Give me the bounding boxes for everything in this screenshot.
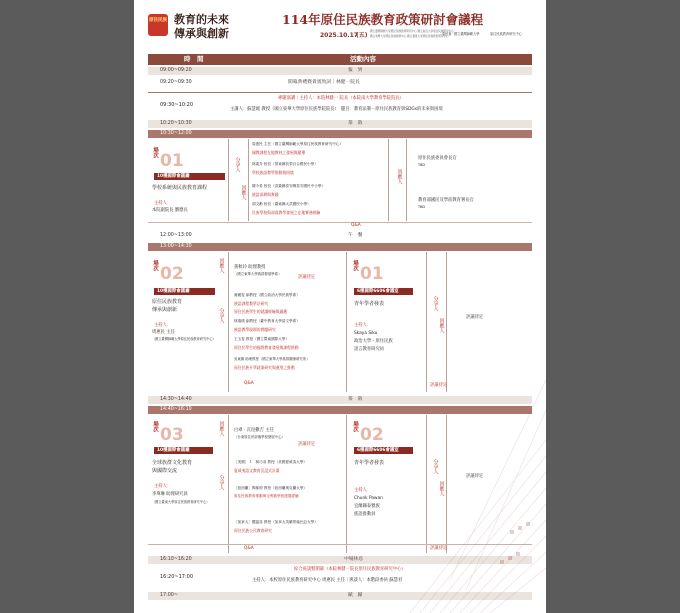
row-content: 開幕典禮暨貴賓致詞｜林健一院長	[288, 80, 360, 85]
session1-room-tag: 10樓國際會議廳	[154, 173, 225, 180]
session1-label: 場次	[152, 147, 159, 158]
logo-badge	[148, 14, 168, 36]
session3-host-org: （國立臺東大學原住民族教育研究中心）	[152, 500, 210, 504]
session2-host: 周惠民 主任	[152, 330, 175, 335]
session2-host-label: 主持人：	[154, 323, 172, 328]
session1-speaker-topic: 民族學校與部落教學發展之在地實務經驗	[252, 210, 321, 215]
session2-speaker-topic: 族語教學現場的問題研究	[234, 327, 276, 332]
session1-number: 01	[160, 151, 184, 171]
row-time: 16:10~16:20	[160, 556, 192, 562]
time-column-header: 時 間	[184, 55, 204, 63]
row-content: 賦 歸	[348, 592, 363, 598]
session1-discussant-org: TBD	[418, 163, 426, 167]
youth1-host-line: Skaya Siku	[354, 331, 378, 336]
woven-pattern-decoration	[410, 300, 546, 613]
session2-speaker-name: 王玉雯 教授（國立暨南國際大學）	[234, 337, 290, 341]
row-time: 14:40~16:10	[160, 406, 192, 412]
session1-speakers-label: 分享人	[234, 157, 241, 172]
youth1-theme: 青年學者發表	[354, 301, 385, 307]
session1-discussant: 教育部國民及學前教育署長官	[418, 198, 474, 203]
session3-theme-line1: 全球族群文化教育	[152, 460, 193, 466]
row-content: 午 餐	[348, 233, 363, 238]
row-content: 茶 敘	[348, 120, 363, 126]
youth2-host-line: Chunk Pawan	[354, 496, 383, 501]
row-time: 10:30~12:00	[160, 130, 192, 136]
page-title: 114年原住民族教育政策研討會議程	[282, 12, 484, 27]
youth2-room-tag: 6樓國際6606會議室	[354, 447, 413, 454]
session3-speaker-name: ［美國］Ｉ 林巧羽 教授（美國夏威夷大學）	[234, 460, 308, 464]
session3-speakers-label: 分享人	[218, 475, 225, 490]
youth2-discussant: 評議待定	[466, 474, 484, 479]
youth2-label: 場次	[352, 421, 359, 432]
organizer-line1: 國立臺灣師範大學原住民族教育研究中心 國立政治大學原住民族研究中心	[370, 30, 454, 33]
youth2-note: 評議待定	[430, 546, 448, 551]
event-date: 2025.10.17	[320, 32, 358, 39]
youth1-host-label: 主持人：	[354, 323, 372, 328]
youth2-speakers-label: 分享人	[432, 459, 439, 474]
row-time: 14:30~14:40	[160, 396, 192, 402]
row-time: 16:20~17:00	[160, 574, 194, 580]
content-column-header: 活動內容	[350, 55, 376, 63]
session3-discussant-label-top: 回應人	[218, 421, 225, 436]
youth1-number: 01	[360, 264, 384, 284]
schedule-row	[148, 120, 532, 128]
youth1-discussant-label: 回應人	[438, 318, 445, 333]
youth1-label: 場次	[352, 260, 359, 271]
partner-logo-2: 國立臺灣師範大學	[454, 32, 480, 36]
session1-speaker-name: 林素芳 校長（屏東縣長榮百合國民小學）	[252, 162, 318, 166]
session1-discussant-org: TBD	[418, 205, 426, 209]
youth1-room-tag: 6樓國際6606會議室	[354, 288, 413, 295]
session2-speaker-topic: 原住民學生的國際教育發展與課程推動	[234, 345, 299, 350]
session1-theme: 學校系統與民族教育課程	[152, 185, 208, 191]
slogan-line1: 教育的未來	[174, 13, 229, 26]
row-time: 13:00~14:30	[160, 243, 192, 249]
session1-qa: Q&A	[351, 223, 361, 228]
session3-theme-line2: 與國際交流	[152, 468, 178, 474]
session3-qa: Q&A	[244, 546, 254, 551]
session3-label: 場次	[152, 421, 159, 432]
closing-host: 主持人：本校原住民族教育研究中心 周惠民 主任｜與談人：本階段委員 蘇慧君	[252, 578, 403, 583]
session2-speaker-name: 黃秋玲 助理教授	[234, 265, 266, 270]
partner-logo-3: 原住民族教育研究中心	[490, 32, 522, 36]
session1-speaker-topic: 學校族語教學推動與困境	[252, 170, 294, 175]
closing-session: 綜合座談暨閉幕（本院林健一院長原住民族教育研究中心）	[294, 567, 406, 572]
youth1-discussant: 評議待定	[466, 315, 484, 320]
session2-discussant-label-top: 回應人	[218, 258, 225, 273]
youth2-discussant-label: 回應人	[438, 481, 445, 496]
youth1-speakers-label: 分享人	[432, 296, 439, 311]
row-time: 10:20~10:30	[160, 120, 192, 126]
slogan-line2: 傳承與創新	[174, 27, 229, 40]
row-content: 中場休息	[344, 556, 364, 562]
session3-host-label: 主持人：	[154, 484, 172, 489]
session3-speaker-topic: 夏威夷語文教育沉浸式計畫	[234, 468, 280, 473]
session1-host-label: 主持人：	[154, 201, 172, 206]
session1-discussant-label: 回應人	[396, 169, 403, 184]
session2-qa: Q&A	[244, 381, 254, 386]
partner-logo-1: 原民會	[442, 32, 452, 36]
session3-speaker-topic: 原住民族公民教育研究	[234, 528, 272, 533]
youth1-note: 評議待定	[430, 383, 448, 388]
agenda-document	[134, 0, 546, 613]
session3-speaker-org: （台東原住民部落學校發展中心）	[234, 435, 285, 439]
schedule-row	[148, 67, 532, 75]
keynote-speaker: 主講人：蘇慧媛 教授（國立東華大學原住民族學院院長） 題目：教育法制－原住民族教育與SDGs的未來與困境	[230, 107, 443, 112]
session1-speaker-topic: 國教課程在地教材之發展與變遷	[252, 150, 306, 155]
youth2-host-line: 宜蘭縣泰雅族	[354, 504, 380, 509]
session2-speaker-name: 吳東娜 助理教授（國立東華大學族群關係研究所）	[234, 357, 310, 361]
session3-speaker-name: 白翠 · 瓦昆撒吉 主任	[234, 428, 274, 433]
session3-discussant: 評議待定	[298, 442, 316, 447]
logo-text: 原住民族	[149, 18, 167, 23]
session2-theme-line1: 原住民族教育	[152, 299, 183, 305]
youth1-host-line: 語言教育研究員	[354, 347, 385, 352]
session2-speaker-topic: 原住民族學生的就讀經驗與適應	[234, 309, 288, 314]
session1-speaker-name: 陳今希 校長（苗栗縣泰安鄉泰安國民中小學）	[252, 184, 326, 188]
youth2-theme: 青年學者發表	[354, 460, 385, 466]
row-content: 報 到	[348, 67, 363, 73]
session2-speaker-name: 林瑞瑛 副教授（臺中教育大學語文學系）	[234, 319, 300, 323]
session2-room-tag: 10樓國際會議廳	[154, 288, 215, 295]
row-time: 17:00~	[160, 592, 178, 598]
session1-host: 本院副院長 劉德長	[152, 208, 188, 213]
session2-speaker-topic: 族語課程教學法研究	[234, 301, 269, 306]
session-time-bar	[148, 243, 532, 251]
schedule-row	[148, 233, 532, 240]
youth2-host-line: 族語推動員	[354, 512, 376, 517]
session2-theme-line2: 傳承與創新	[152, 307, 178, 313]
session2-speaker-name: 蔣麗雯 副教授（國立政治大學民族學系）	[234, 293, 300, 297]
keynote-host: 專題演講｜主持人：本院林健一 院長（本院南大學教育學院院長）	[278, 96, 404, 101]
session3-speaker-name: ［紐西蘭］楊郁婷 教授（紐西蘭奧克蘭大學）	[234, 486, 308, 490]
schedule-row	[148, 78, 532, 85]
table-header	[148, 54, 532, 65]
session1-speaker-name: 周惠民 主任（國立臺灣師範大學原住民族教育研究中心）	[252, 142, 343, 146]
session1-block	[148, 139, 532, 221]
youth1-host-line: 政治大學 - 原住民族	[354, 339, 393, 344]
session3-room-tag: 10樓國際會議廳	[154, 447, 213, 454]
session2-host-org: （國立臺灣師範大學原住民族教育研究中心）	[152, 337, 216, 341]
youth2-number: 02	[360, 425, 384, 445]
session1-discussant-label-a: 回應人	[240, 185, 247, 200]
session1-speaker-name: 胡文勳 校長（臺東縣大武國民小學）	[252, 202, 311, 206]
session-time-bar	[148, 130, 532, 138]
session3-host: 李瑋琳 助理研究員	[152, 492, 188, 497]
event-day: (五)	[356, 32, 368, 39]
session2-label: 場次	[152, 260, 159, 271]
row-time: 09:30~10:20	[160, 102, 194, 108]
session3-number: 03	[160, 425, 184, 445]
session2-speaker-topic: 原住民族升學就業研究與運用之推動	[234, 365, 295, 370]
session2-speaker-org: （國立東華大學族群發展學系）	[234, 272, 282, 276]
row-time: 12:00~13:00	[160, 233, 192, 238]
session1-speaker-topic: 族語深耕與實踐	[252, 192, 279, 197]
session1-discussant: 原住民族委員會長官	[418, 156, 457, 161]
row-content: 茶 敘	[348, 396, 363, 402]
youth2-host-label: 主持人：	[354, 488, 372, 493]
session2-speakers-label: 分享人	[218, 308, 225, 323]
session2-number: 02	[160, 264, 184, 284]
session2-discussant: 評議待定	[298, 275, 316, 280]
row-time: 09:20~09:30	[160, 80, 192, 85]
session3-speaker-name: ［加拿大］羅溫蕊 教授（加拿大英屬哥倫比亞大學）	[234, 520, 318, 524]
organizer-line2: 國立東華大學原住民族發展中心 國立臺東大學原住民族教育研究中心	[370, 35, 449, 38]
session3-speaker-topic: 原住民族教育推動與毛利族學校建置經驗	[234, 494, 299, 498]
row-time: 09:00~09:20	[160, 67, 192, 73]
